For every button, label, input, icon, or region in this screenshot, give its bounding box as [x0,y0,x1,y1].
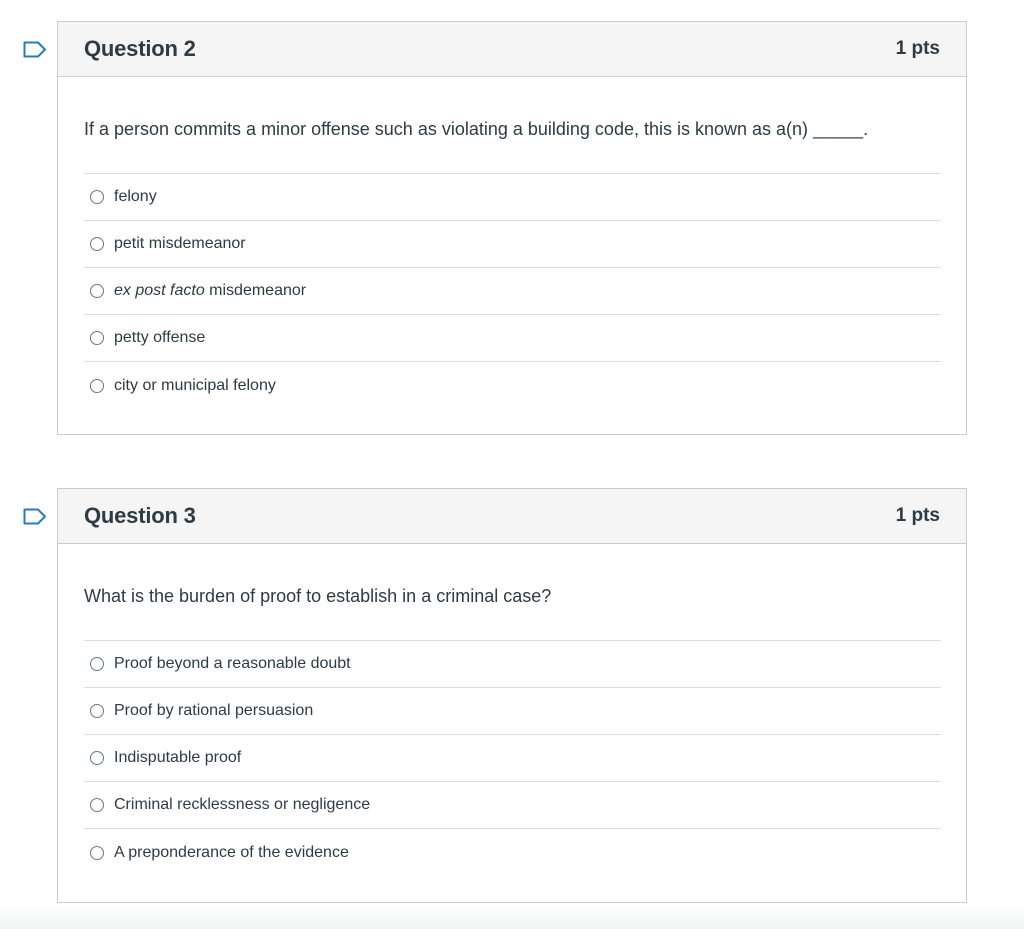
answer-label-italic: ex post facto [114,282,205,299]
answer-option[interactable] [84,268,941,315]
flag-question-icon[interactable] [23,41,47,58]
answer-label: Indisputable proof [114,749,242,766]
question-body [58,544,966,876]
answer-option[interactable] [84,174,941,221]
bottom-fade [0,905,1024,929]
answer-label-rest: misdemeanor [204,282,307,299]
answer-option[interactable] [84,688,941,735]
radio-button[interactable] [90,751,104,765]
question-text: If a person commits a minor offense such as violating a building code, this is known as a(n) _____. [84,119,869,139]
answer-label: Proof by rational persuasion [114,702,314,719]
question-header [58,489,966,544]
question-body [58,77,966,409]
radio-button[interactable] [90,846,104,860]
radio-button[interactable] [90,657,104,671]
question-2 [57,21,967,435]
answer-label: Criminal recklessness or negligence [114,796,371,813]
answer-list [84,173,941,409]
question-text: What is the burden of proof to establish in a criminal case? [84,586,552,606]
answer-label: A preponderance of the evidence [114,843,349,861]
question-points: 1 pts [895,38,940,59]
answer-label: petty offense [114,329,206,346]
answer-option[interactable] [84,735,941,782]
answer-list [84,640,941,876]
answer-option[interactable] [84,641,941,688]
answer-option[interactable] [84,829,941,876]
question-title: Question 3 [84,503,196,528]
answer-label: city or municipal felony [114,376,276,394]
radio-button[interactable] [90,379,104,393]
answer-option[interactable] [84,221,941,268]
question-3 [57,488,967,903]
question-title: Question 2 [84,36,196,61]
radio-button[interactable] [90,284,104,298]
answer-label: petit misdemeanor [114,235,246,252]
answer-option[interactable] [84,782,941,829]
flag-question-icon[interactable] [23,508,47,525]
answer-option[interactable] [84,362,941,409]
question-points: 1 pts [895,505,940,526]
answer-option[interactable] [84,315,941,362]
answer-label: Proof beyond a reasonable doubt [114,655,351,672]
radio-button[interactable] [90,331,104,345]
question-header [58,22,966,77]
radio-button[interactable] [90,237,104,251]
radio-button[interactable] [90,798,104,812]
answer-label [114,282,306,300]
radio-button[interactable] [90,704,104,718]
answer-label: felony [114,188,157,205]
radio-button[interactable] [90,190,104,204]
